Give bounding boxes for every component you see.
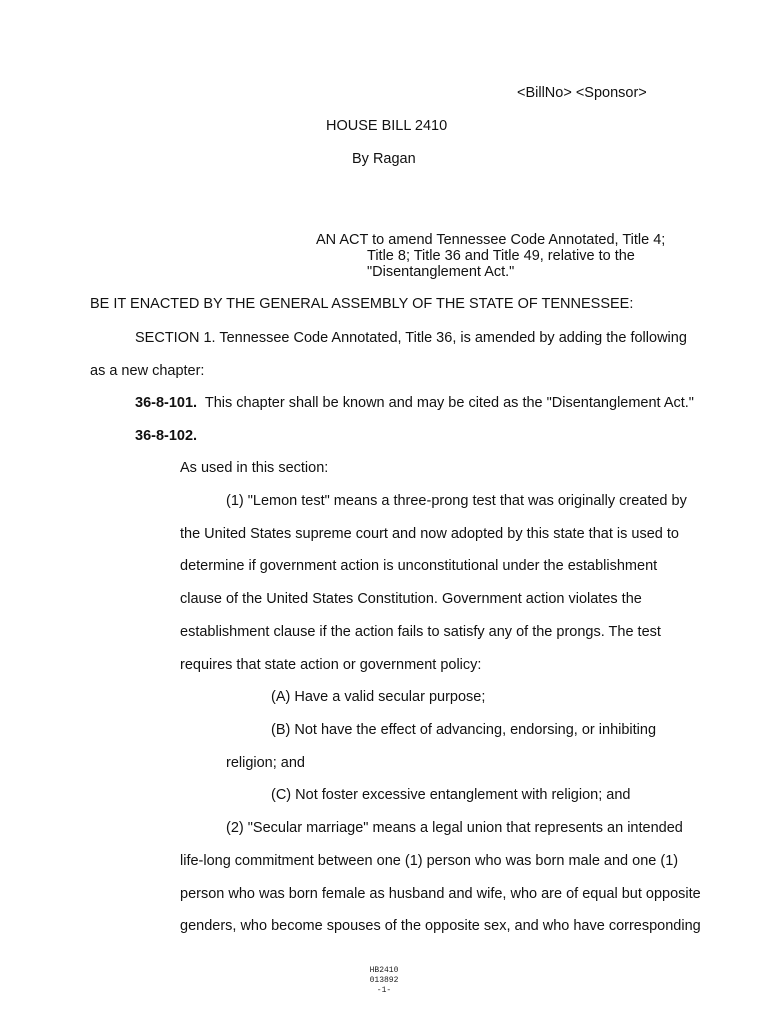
footer-doc-number: 013892 — [369, 976, 399, 985]
definition-1-line-4: clause of the United States Constitution. Government action violates the — [180, 591, 642, 607]
prong-c: (C) Not foster excessive entanglement with religion; and — [271, 787, 631, 803]
prong-b-line-1: (B) Not have the effect of advancing, endorsing, or inhibiting — [271, 722, 657, 738]
definition-1-line-5: establishment clause if the action fails to satisfy any of the prongs. The test — [180, 624, 661, 640]
sponsor-line: By Ragan — [352, 151, 416, 167]
definitions-intro: As used in this section: — [180, 460, 329, 476]
definition-2-line-2: life-long commitment between one (1) person who was born male and one (1) — [180, 853, 679, 869]
bill-title: HOUSE BILL 2410 — [326, 118, 448, 134]
footer-bill-code: HB2410 — [369, 966, 399, 975]
section-36-8-102-number: 36-8-102. — [135, 428, 198, 444]
definition-1-line-2: the United States supreme court and now adopted by this state that is used to — [180, 526, 679, 542]
section-number: 36-8-101. — [135, 395, 198, 411]
footer-page-number: -1- — [376, 986, 392, 995]
enacting-clause: BE IT ENACTED BY THE GENERAL ASSEMBLY OF THE STATE OF TENNESSEE: — [90, 296, 634, 312]
definition-1-line-3: determine if government action is unconstitutional under the establishment — [180, 558, 658, 574]
definition-2-line-1: (2) "Secular marriage" means a legal union that represents an intended — [226, 820, 683, 836]
section-text: This chapter shall be known and may be cited as the "Disentanglement Act." — [204, 395, 694, 411]
definition-1-line-1: (1) "Lemon test" means a three-prong test that was originally created by — [226, 493, 687, 509]
caption-line-3: "Disentanglement Act." — [367, 264, 515, 280]
caption-line-1: AN ACT to amend Tennessee Code Annotated, Title 4; — [316, 232, 666, 248]
prong-b-line-2: religion; and — [226, 755, 305, 771]
bill-placeholders: <BillNo> <Sponsor> — [517, 85, 647, 101]
section-36-8-101 — [135, 395, 694, 411]
section-1-line-2: as a new chapter: — [90, 363, 205, 379]
section-1-line-1: SECTION 1. Tennessee Code Annotated, Title 36, is amended by adding the following — [135, 330, 687, 346]
caption-line-2: Title 8; Title 36 and Title 49, relative to the — [367, 248, 635, 264]
definition-1-line-6: requires that state action or government policy: — [180, 657, 482, 673]
prong-a: (A) Have a valid secular purpose; — [271, 689, 486, 705]
definition-2-line-3: person who was born female as husband and wife, who are of equal but opposite — [180, 886, 701, 902]
definition-2-line-4: genders, who become spouses of the opposite sex, and who have corresponding — [180, 918, 701, 934]
